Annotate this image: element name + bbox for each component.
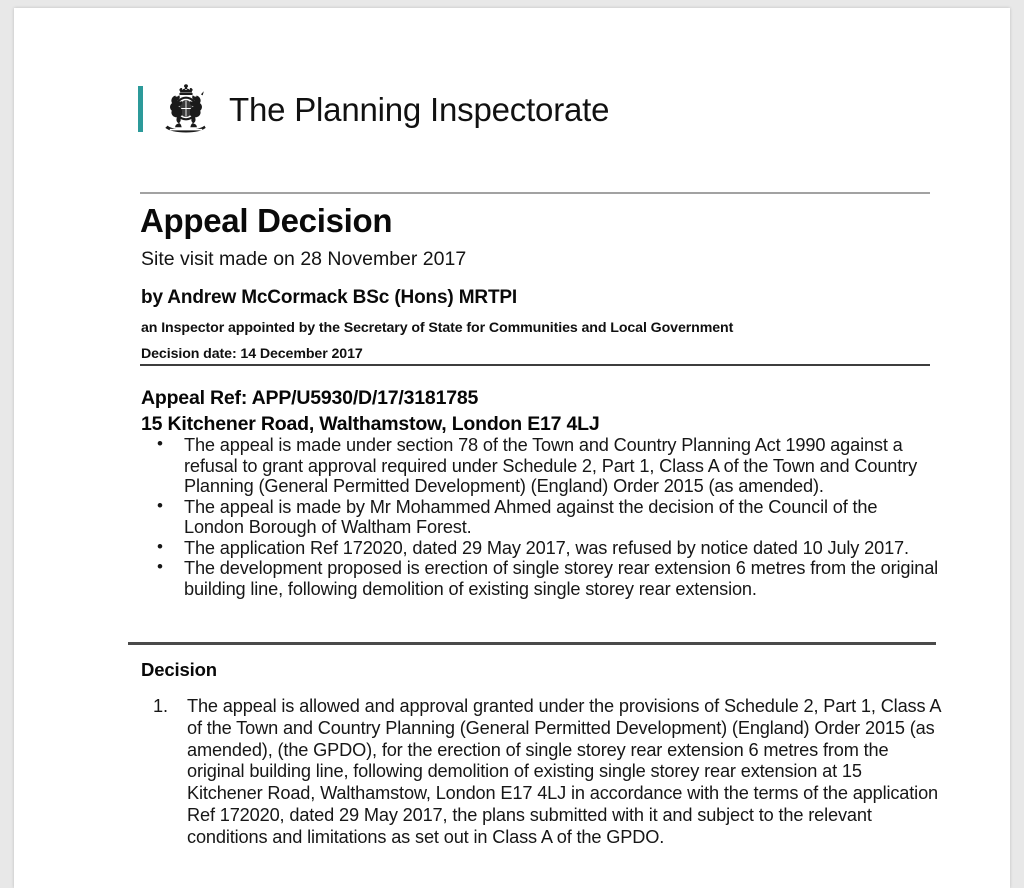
site-visit-date: Site visit made on 28 November 2017: [141, 248, 467, 270]
letterhead: [138, 78, 609, 140]
list-item: [141, 696, 941, 848]
brand-name: The Planning Inspectorate: [229, 90, 610, 128]
rule-above-decision-section: [128, 642, 936, 645]
inspector-name: by Andrew McCormack BSc (Hons) MRTPI: [141, 287, 518, 308]
decision-numbered-list: [141, 696, 941, 848]
section-heading-decision: Decision: [141, 659, 217, 680]
appeal-address-line: 15 Kitchener Road, Walthamstow, London E17 4LJ: [141, 412, 600, 435]
list-item-text: The appeal is allowed and approval granted under the provisions of Schedule 2, Part 1, Class A of the Town and Country Planning (General Permitted Development) (England) Order 2015 (as amended), (the GPDO), for the erection of single storey rear extension 6 metres from the original building line, following demolition of existing single storey rear extension at 15 Kitchener Road, Walthamstow, London E17 4LJ in accordance with the terms of the application Ref 172020, dated 29 May 2017, the plans submitted with it and subject to the relevant conditions and limitations as set out in Class A of the GPDO.: [187, 696, 941, 847]
list-item-number: 1.: [153, 696, 168, 716]
list-item: • The appeal is made by Mr Mohammed Ahmed against the decision of the Council of the London Borough of Waltham Forest.: [141, 497, 941, 538]
list-item: • The development proposed is erection of single storey rear extension 6 metres from the original building line, following demolition of existing single storey rear extension.: [141, 558, 941, 599]
appeal-reference-block: [141, 386, 600, 438]
page-title: Appeal Decision: [140, 202, 393, 239]
inspector-role: an Inspector appointed by the Secretary of State for Communities and Local Government: [141, 320, 734, 336]
brand-accent-bar: [138, 86, 143, 132]
list-item: • The appeal is made under section 78 of the Town and Country Planning Act 1990 against a refusal to grant approval required under Schedule 2, Part 1, Class A of the Town and Country Planning (General Permitted Development) (England) Order 2015 (as amended).: [141, 435, 941, 497]
decision-date: Decision date: 14 December 2017: [141, 346, 363, 362]
royal-coat-of-arms-icon: [157, 82, 215, 136]
document-page: [14, 8, 1010, 888]
appeal-particulars-list: [141, 435, 941, 600]
rule-above-title: [140, 192, 930, 194]
appeal-ref-line: Appeal Ref: APP/U5930/D/17/3181785: [141, 387, 479, 409]
rule-below-decision-date: [140, 364, 930, 366]
list-item: • The application Ref 172020, dated 29 May 2017, was refused by notice dated 10 July 2017.: [141, 538, 941, 559]
